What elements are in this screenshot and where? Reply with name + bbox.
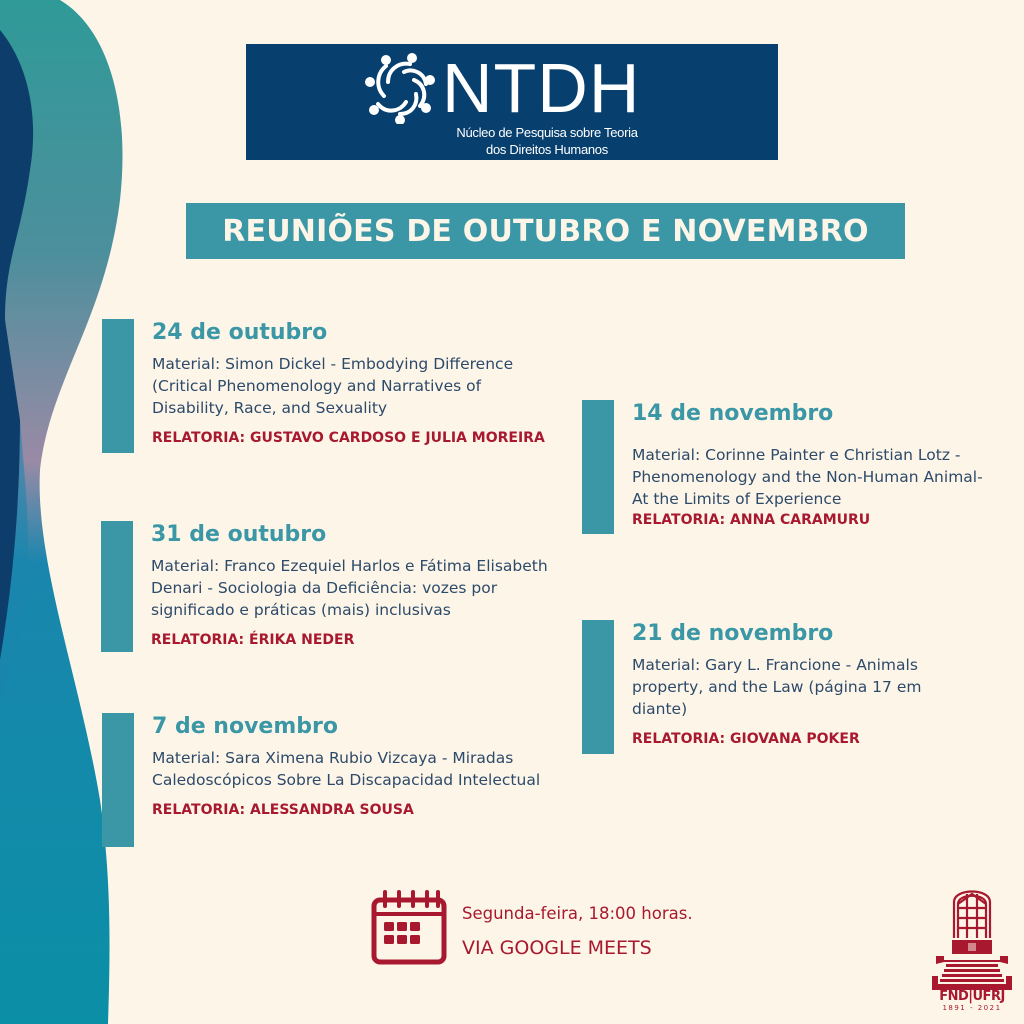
logo-subtitle-line1: Núcleo de Pesquisa sobre Teoria — [456, 125, 638, 140]
event-relatoria: RELATORIA: ÉRIKA NEDER — [151, 632, 355, 648]
event-date: 24 de outubro — [152, 320, 328, 345]
event-date: 14 de novembro — [632, 401, 834, 426]
institution-years: 1891 - 2021 — [942, 1004, 1002, 1012]
logo-subtitle — [432, 124, 662, 158]
meeting-schedule: Segunda-feira, 18:00 horas. — [462, 904, 693, 923]
institution-name: FND|UFRJ — [939, 989, 1005, 1004]
event-accent-bar — [582, 400, 614, 534]
event-material: Material: Franco Ezequiel Harlos e Fátima Elisabeth Denari - Sociologia da Deficiência: vozes por significado e práticas (mais) inclusivas — [151, 557, 548, 619]
event-accent-bar — [101, 521, 133, 652]
event-date: 7 de novembro — [152, 714, 338, 739]
event-relatoria: RELATORIA: ANNA CARAMURU — [632, 512, 871, 528]
people-circle-emblem-icon — [364, 52, 436, 124]
logo-subtitle-line2: dos Direitos Humanos — [486, 142, 608, 157]
event-accent-bar — [102, 319, 134, 453]
decorative-waves — [0, 0, 200, 1024]
page-title: REUNIÕES DE OUTUBRO E NOVEMBRO — [186, 203, 905, 259]
event-material: Material: Simon Dickel - Embodying Difference (Critical Phenomenology and Narratives of Disability, Race, and Sexuality — [152, 355, 514, 417]
event-material: Material: Gary L. Francione - Animals property, and the Law (página 17 em diante) — [632, 656, 922, 718]
event-date: 31 de outubro — [151, 522, 327, 547]
event-relatoria: RELATORIA: ALESSANDRA SOUSA — [152, 802, 414, 818]
event-relatoria: RELATORIA: GUSTAVO CARDOSO E JULIA MOREIRA — [152, 430, 545, 446]
meeting-platform: VIA GOOGLE MEETS — [462, 937, 652, 959]
event-accent-bar — [582, 620, 614, 754]
event-accent-bar — [102, 713, 134, 847]
event-material: Material: Sara Ximena Rubio Vizcaya - Miradas Caledoscópicos Sobre La Discapacidad Intelectual — [152, 749, 541, 789]
logo-acronym: NTDH — [442, 49, 641, 127]
calendar-icon — [370, 888, 450, 966]
event-relatoria: RELATORIA: GIOVANA POKER — [632, 731, 860, 747]
event-material: Material: Corinne Painter e Christian Lotz - Phenomenology and the Non-Human Animal- At the Limits of Experience — [632, 446, 983, 508]
ntdh-logo — [246, 44, 778, 160]
event-date: 21 de novembro — [632, 621, 834, 646]
